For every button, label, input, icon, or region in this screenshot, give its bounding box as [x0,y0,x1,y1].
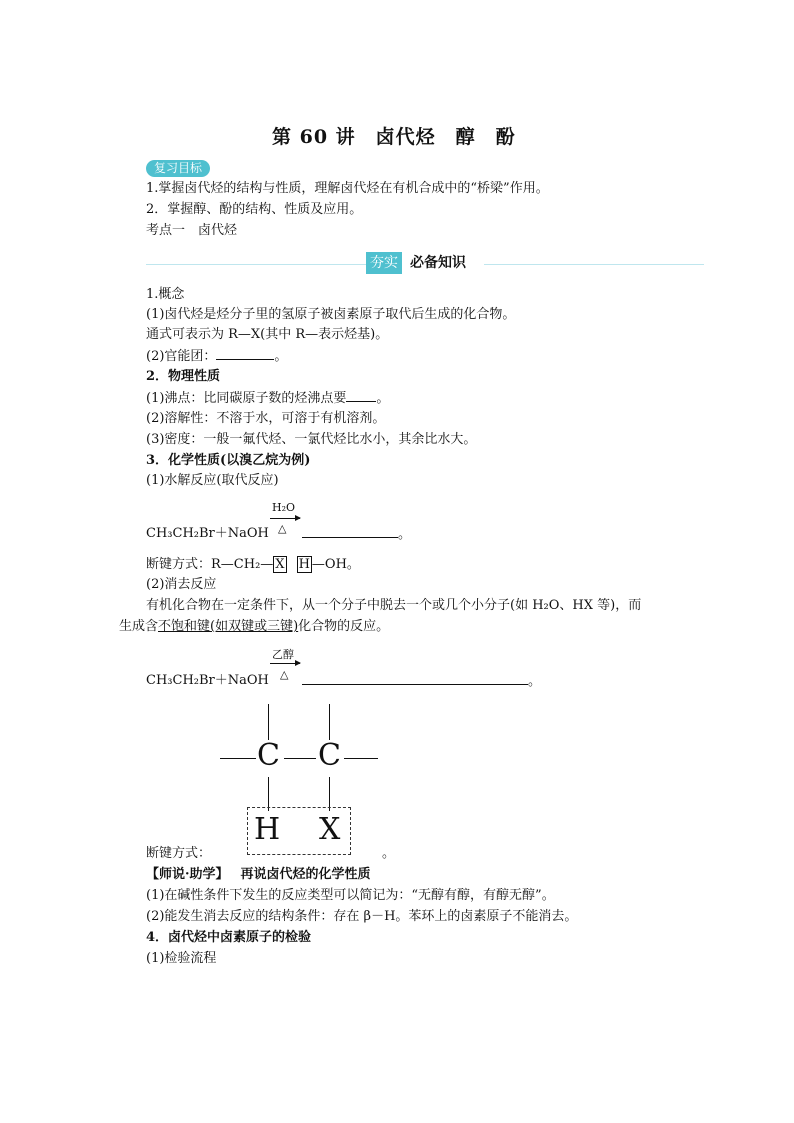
tip-line-1: (1)在碱性条件下发生的反应类型可以简记为：“无醇有醇，有醇无醇”。 [146,888,555,903]
section-label: 必备知识 [410,255,466,271]
boiling-point-blank [346,389,376,402]
functional-group-blank [216,347,274,360]
elim-def-part-b: 不饱和键(如双键或三键) [158,619,299,634]
bond-c2-right [344,758,378,759]
goals-badge: 复习目标 [146,160,210,177]
elim-def-part-a: 生成含 [119,619,159,634]
bond-break-elimination-label: 断键方式： [146,846,212,861]
elimination-def-1: 有机化合物在一定条件下，从一个分子中脱去一个或几个小分子(如 H₂O、HX 等)，而 [146,598,642,613]
elimination-heading: (2)消去反应 [146,577,217,592]
tip-line-2: (2)能发生消去反应的结构条件：存在 β－H。苯环上的卤素原子不能消去。 [146,909,578,924]
detect-heading: 4．卤代烃中卤素原子的检验 [146,930,312,945]
bond-break-prefix: 断键方式：R—CH₂— [146,557,274,572]
detect-line-1: (1)检验流程 [146,951,217,966]
tip-title: 再说卤代烃的化学性质 [240,867,371,882]
halogen-atom: X [319,812,341,847]
concept-line-3 [146,347,287,366]
carbon-atom-2: C [318,738,341,773]
section-rule-right [484,264,704,265]
concept-heading: 1.概念 [146,287,185,302]
hydrolysis-heading: (1)水解反应(取代反应) [146,473,279,488]
hydrolysis-arrow [270,518,300,519]
goal-item-2: 2．掌握醇、酚的结构、性质及应用。 [146,202,363,217]
bond-break-hydrolysis [146,556,360,574]
elimination-product-blank [302,672,528,685]
elimination-end: 。 [528,674,542,689]
physical-line-3: (3)密度：一般一氟代烃、一氯代烃比水小，其余比水大。 [146,432,477,447]
bond-c2-x [329,777,330,811]
bond-c1-left [220,758,256,759]
carbon-atom-1: C [257,738,280,773]
hydrolysis-product-blank [302,525,398,538]
bond-c2-up [329,704,330,740]
hydrolysis-end: 。 [398,527,412,542]
concept-line-2: 通式可表示为 R—X(其中 R—表示烃基)。 [146,327,389,342]
physical-heading: 2．物理性质 [146,369,221,384]
hydrolysis-product [302,525,411,544]
bond-c1-h [268,777,269,811]
page-title: 第 60 讲 卤代烃 醇 酚 [272,126,516,148]
section-box: 夯实 [366,252,402,274]
kaodian-heading: 考点一 卤代烃 [146,223,238,238]
boiling-point-text: (1)沸点：比同碳原子数的烃沸点要 [146,391,347,406]
bond-break-elimination-end: 。 [382,846,396,861]
bond-c1-up [268,704,269,740]
functional-group-label: (2)官能团： [146,349,217,364]
elim-def-part-c: 化合物的反应。 [298,619,390,634]
concept-line-1: (1)卤代烃是烃分子里的氢原子被卤素原子取代后生成的化合物。 [146,307,516,322]
hydrolysis-reactants: CH₃CH₂Br＋NaOH [146,526,269,541]
elimination-condition-above: 乙醇 [272,648,294,661]
chemical-heading: 3．化学性质(以溴乙烷为例) [146,453,311,468]
elimination-reactants: CH₃CH₂Br＋NaOH [146,673,269,688]
hydrolysis-condition-below: △ [278,522,287,535]
bond-break-x: X [275,557,285,572]
section-rule-left [146,264,366,265]
elimination-arrow [270,663,300,664]
elimination-condition-below: △ [280,668,289,681]
goal-item-1: 1.掌握卤代烃的结构与性质，理解卤代烃在有机合成中的“桥梁”作用。 [146,181,549,196]
tip-label: 【师说·助学】 [146,867,229,882]
hydrolysis-condition-above: H₂O [272,501,296,514]
boiling-point-end: 。 [376,391,390,406]
elimination-def-2 [119,618,389,636]
bond-break-suffix: —OH。 [311,557,360,572]
functional-group-end: 。 [274,349,288,364]
bond-break-h: H [298,557,310,572]
tip-line [146,866,371,884]
hydrogen-atom: H [254,812,281,847]
physical-line-1 [146,389,389,408]
elimination-product [302,672,541,691]
bond-c1-c2 [284,758,316,759]
physical-line-2: (2)溶解性：不溶于水，可溶于有机溶剂。 [146,411,386,426]
